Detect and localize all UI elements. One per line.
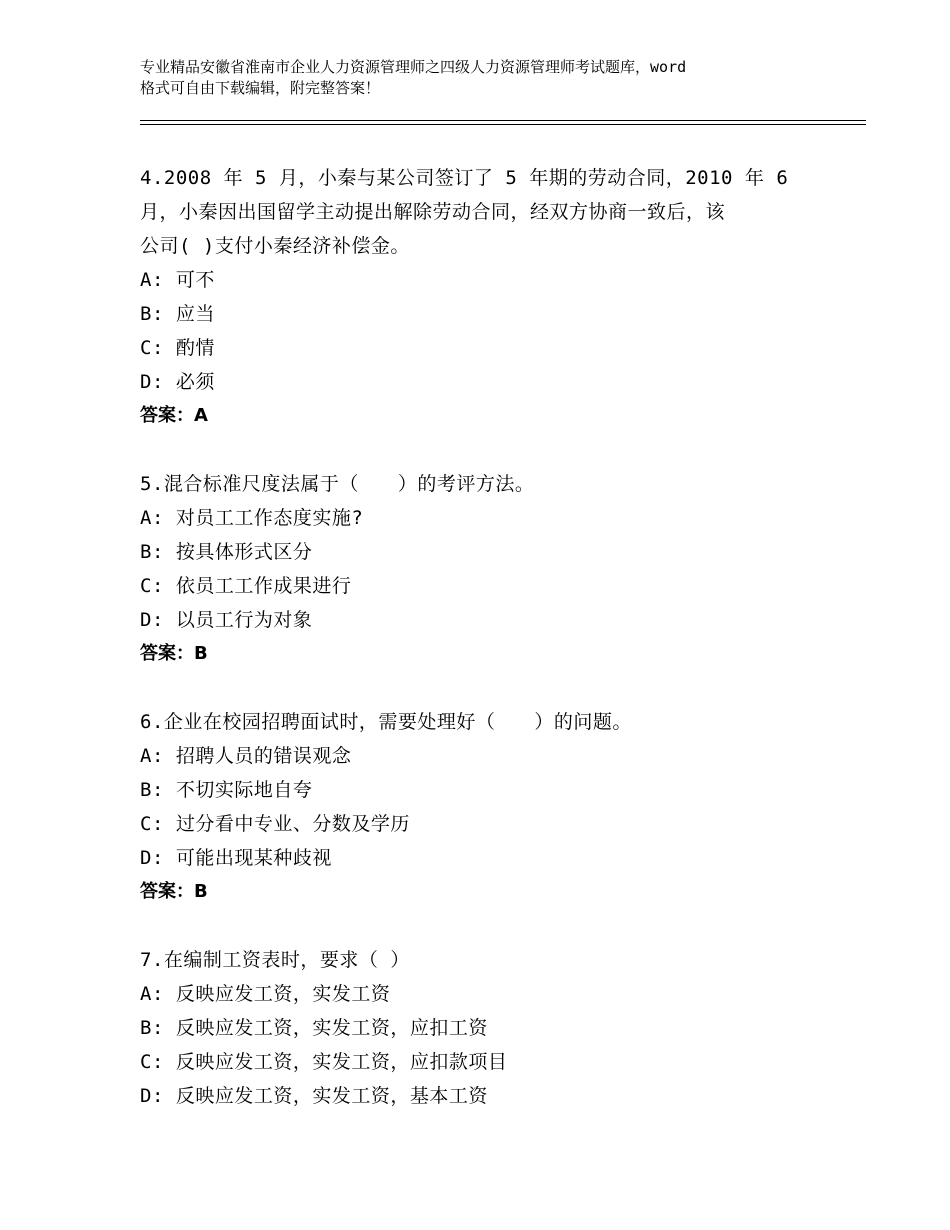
question-text-line: 6.企业在校园招聘面试时，需要处理好（ ）的问题。 bbox=[140, 711, 632, 733]
option-c: C: 反映应发工资，实发工资，应扣款项目 bbox=[140, 1051, 508, 1073]
question-5 bbox=[140, 467, 820, 671]
option-d: D: 必须 bbox=[140, 371, 215, 393]
header-divider-bottom bbox=[140, 124, 866, 125]
option-d: D: 可能出现某种歧视 bbox=[140, 847, 332, 869]
question-text-line: 5.混合标准尺度法属于（ ）的考评方法。 bbox=[140, 473, 535, 495]
option-a: A: 可不 bbox=[140, 269, 215, 291]
answer-label: 答案：B bbox=[140, 881, 208, 902]
option-a: A: 招聘人员的错误观念 bbox=[140, 745, 352, 767]
option-c: C: 依员工工作成果进行 bbox=[140, 575, 352, 597]
question-6 bbox=[140, 705, 820, 909]
question-7 bbox=[140, 943, 820, 1113]
option-d: D: 以员工行为对象 bbox=[140, 609, 313, 631]
answer-label: 答案：A bbox=[140, 405, 208, 426]
question-4 bbox=[140, 161, 820, 433]
header-line-1: 专业精品安徽省淮南市企业人力资源管理师之四级人力资源管理师考试题库，word bbox=[140, 58, 687, 76]
document-header bbox=[140, 57, 840, 99]
option-b: B: 不切实际地自夸 bbox=[140, 779, 313, 801]
question-text-line: 月，小秦因出国留学主动提出解除劳动合同，经双方协商一致后，该 bbox=[140, 201, 726, 223]
question-text-line: 公司( )支付小秦经济补偿金。 bbox=[140, 235, 410, 257]
option-b: B: 反映应发工资，实发工资，应扣工资 bbox=[140, 1017, 488, 1039]
option-c: C: 过分看中专业、分数及学历 bbox=[140, 813, 410, 835]
option-b: B: 应当 bbox=[140, 303, 215, 325]
header-divider-top bbox=[140, 120, 866, 121]
option-a: A: 反映应发工资，实发工资 bbox=[140, 983, 391, 1005]
question-text-line: 4.2008 年 5 月，小秦与某公司签订了 5 年期的劳动合同，2010 年 6 bbox=[140, 167, 789, 189]
option-d: D: 反映应发工资，实发工资，基本工资 bbox=[140, 1085, 488, 1107]
option-b: B: 按具体形式区分 bbox=[140, 541, 313, 563]
question-text-line: 7.在编制工资表时，要求（ ） bbox=[140, 949, 410, 971]
option-a: A: 对员工工作态度实施? bbox=[140, 507, 364, 529]
question-list bbox=[140, 161, 820, 1147]
option-c: C: 酌情 bbox=[140, 337, 215, 359]
header-line-2: 格式可自由下载编辑，附完整答案！ bbox=[140, 79, 381, 97]
answer-label: 答案：B bbox=[140, 643, 208, 664]
